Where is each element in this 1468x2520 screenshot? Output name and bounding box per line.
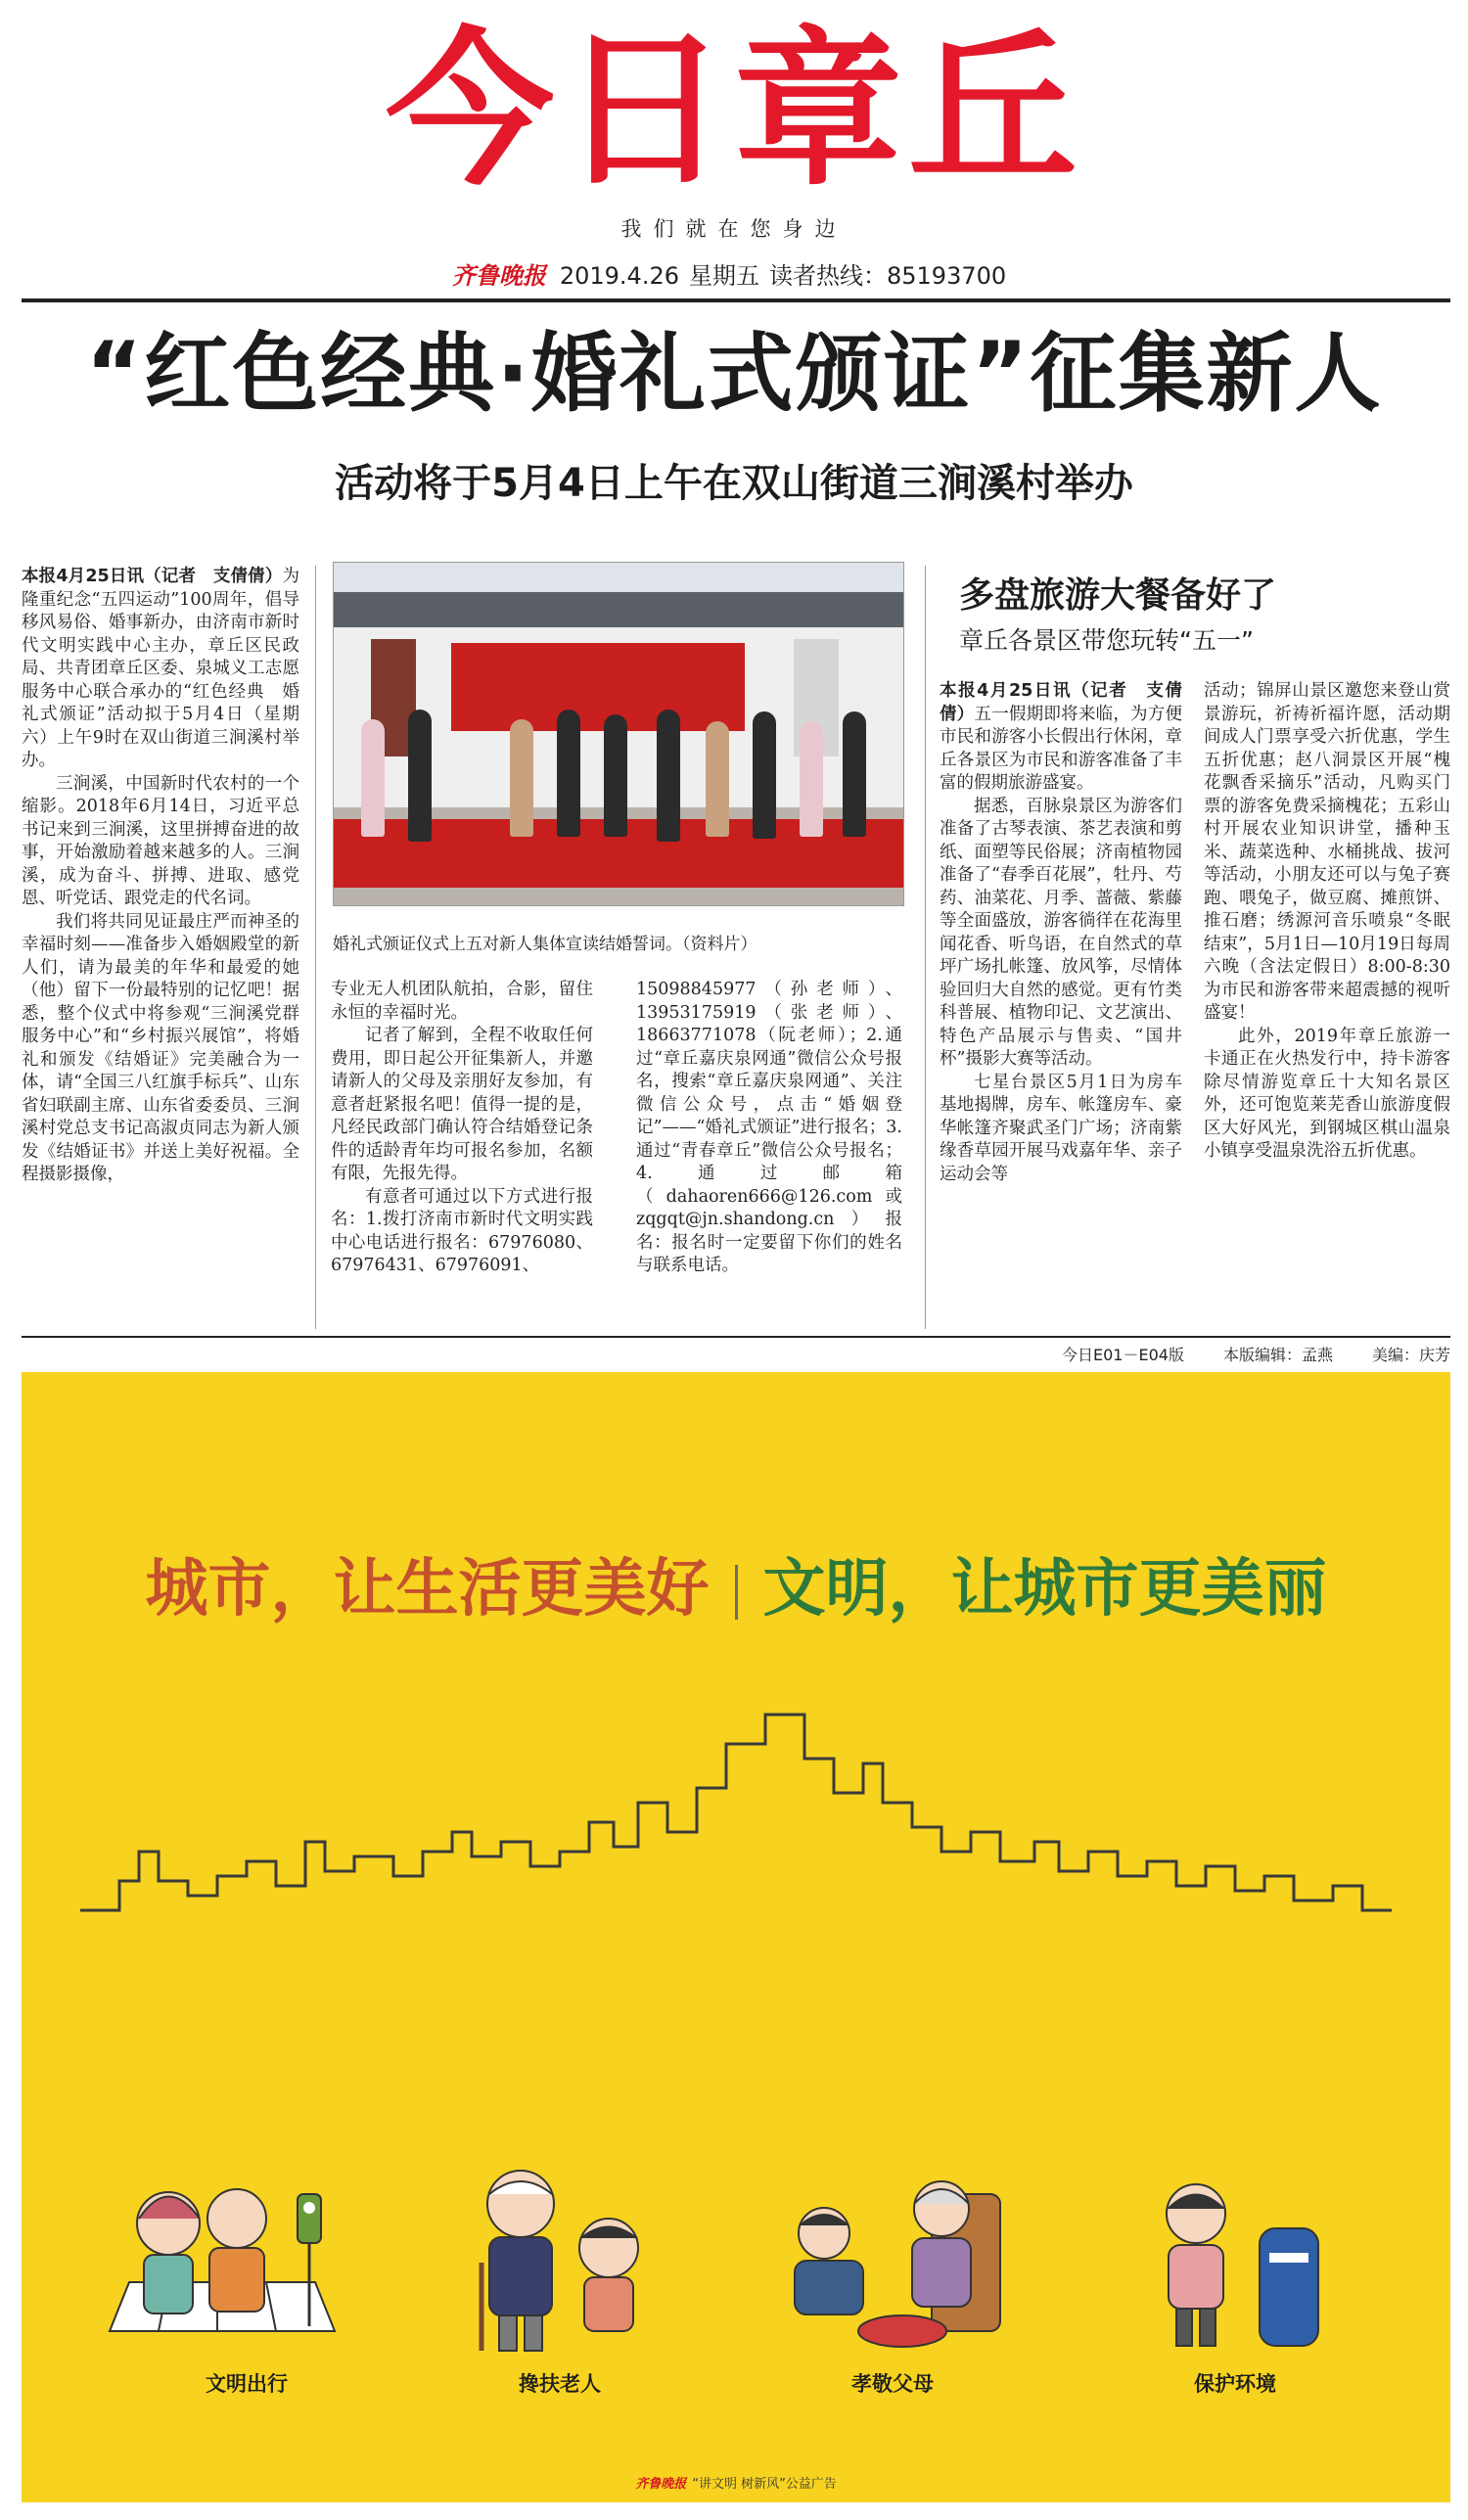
newspaper-brand: 齐鲁晚报 <box>451 261 546 290</box>
issue-date: 2019.4.26 <box>559 262 679 290</box>
helping-elderly-illustration <box>442 2155 677 2360</box>
side-article-title: 多盘旅游大餐备好了 <box>959 575 1277 616</box>
main-article-text-7: 15098845977（孙老师）、13953175919（张老师）、18663771078（阮老师）；2.通过“章丘嘉庆泉网通”微信公众号报名，搜索“章丘嘉庆泉网通”、关注微信公众号，点击“婚姻登记”——“婚礼式颁证”进行报名；3.通过“青春章丘”微信公众号报名；4.通过邮箱（dahaoren666@126.com或zqgqt@jn.shandong.cn）报名：报名时一定要留下你们的姓名与联系电话。 <box>636 980 902 1275</box>
main-article-text-2: 三涧溪，中国新时代农村的一个缩影。2018年6月14日，习近平总书记来到三涧溪，这里拼搏奋进的故事，开始激励着越来越多的人。三涧溪，成为奋斗、拼搏、进取、感党恩、听党话、跟党走的代名词。 <box>22 773 299 908</box>
main-article-byline: 本报4月25日讯（记者 支倩倩） <box>22 567 283 586</box>
side-article-column-1 <box>940 680 1182 1331</box>
scene-label-helping-elderly: 搀扶老人 <box>519 2372 601 2396</box>
ad-slogan <box>22 1538 1450 1628</box>
main-article-column-2 <box>331 979 593 1331</box>
masthead-rule <box>22 298 1450 302</box>
scene-label-civilized-travel: 文明出行 <box>206 2372 288 2396</box>
reader-hotline: 读者热线：85193700 <box>769 262 1007 290</box>
ad-footer-brand: 齐鲁晚报 <box>635 2477 687 2492</box>
main-article-text-3: 我们将共同见证最庄严而神圣的幸福时刻——准备步入婚姻殿堂的新人们，请为最美的年华和最爱的她（他）留下一份最特别的记忆吧！据悉，整个仪式中将参观“三涧溪党群服务中心”和“乡村振兴展馆”，将婚礼和颁发《结婚证》完美融合为一体，请“全国三八红旗手标兵”、山东省妇联副主席、山东省委委员、三涧溪村党总支书记高淑贞同志为新人颁发《结婚证书》并送上美好祝福。全程摄影摄像， <box>22 911 299 1184</box>
masthead-slogan: 我们就在您身边 <box>620 217 848 241</box>
masthead-title: 今日章丘 <box>386 12 1082 208</box>
scene-label-environmental-protection: 保护环境 <box>1194 2372 1276 2396</box>
ad-slogan-divider <box>735 1565 738 1620</box>
side-article-byline: 本报4月25日讯（记者 支倩倩） <box>940 681 1182 724</box>
main-article-column-1 <box>22 566 299 1334</box>
column-divider <box>315 566 316 1329</box>
page-designer: 美编：庆芳 <box>1371 1346 1450 1364</box>
side-article-text-4: 活动；锦屏山景区邀您来登山赏景游玩，祈祷祈福许愿，活动期间成人门票享受六折优惠，学生五折优惠；赵八洞景区开展“槐花飘香采摘乐”活动，凡购买门票的游客免费采摘槐花；五彩山村开展农业知识讲堂，播种玉米、蔬菜选种、水桶挑战、拔河等活动，小朋友还可以与兔子赛跑、喂兔子，做豆腐、摊煎饼、推石磨；绣源河音乐喷泉“冬眠结束”，5月1日—10月19日每周六晚（含法定假日）8:00-8:30为市民和游客带来超震撼的视听盛宴！ <box>1204 681 1450 1023</box>
photo-caption: 婚礼式颁证仪式上五对新人集体宣读结婚誓词。（资料片） <box>333 935 757 954</box>
scene-label-filial-piety: 孝敬父母 <box>851 2372 934 2396</box>
city-skyline-illustration <box>80 1685 1392 1959</box>
page-range: 今日E01－E04版 <box>1062 1346 1184 1364</box>
page-credits <box>22 1343 1450 1365</box>
ad-footer-text: “讲文明 树新风”公益广告 <box>692 2477 837 2492</box>
news-photo <box>333 562 904 906</box>
public-service-ad <box>22 1372 1450 2502</box>
masthead <box>0 0 1468 298</box>
page-subhead: 活动将于5月4日上午在双山街道三涧溪村举办 <box>335 461 1133 506</box>
side-article-text-3: 七星台景区5月1日为房车基地揭牌，房车、帐篷房车、豪华帐篷齐聚武圣门广场；济南紫缘香草园开展马戏嘉年华、亲子运动会等 <box>940 1072 1182 1184</box>
main-article-text-4: 专业无人机团队航拍，合影，留住永恒的幸福时光。 <box>331 980 593 1023</box>
side-article-subtitle: 章丘各景区带您玩转“五一” <box>959 626 1254 655</box>
main-article-text-5: 记者了解到，全程不收取任何费用，即日起公开征集新人，并邀请新人的父母及亲朋好友参加，有意者赶紧报名吧！值得一提的是，凡经民政部门确认符合结婚登记条件的适龄青年均可报名参加，名额有限，先报先得。 <box>331 1026 593 1183</box>
environmental-protection-illustration <box>1127 2155 1343 2360</box>
filial-piety-illustration <box>765 2155 1020 2360</box>
civilized-travel-illustration <box>90 2165 384 2360</box>
main-article-text-1: 为隆重纪念“五四运动”100周年，倡导移风易俗、婚事新办，由济南市新时代文明实践中心主办，章丘区民政局、共青团章丘区委、泉城义工志愿服务中心联合承办的“红色经典 婚礼式颁证”活动拟于5月4日（星期六）上午9时在双山街道三涧溪村举办。 <box>22 567 299 770</box>
side-article-text-1: 五一假期即将来临，为方便市民和游客小长假出行休闲，章丘各景区为市民和游客准备了丰富的假期旅游盛宴。 <box>940 704 1182 793</box>
side-article-text-2: 据悉，百脉泉景区为游客们准备了古琴表演、茶艺表演和剪纸、面塑等民俗展；济南植物园准备了“春季百花展”，牡丹、芍药、油菜花、月季、蔷薇、紫藤等全面盛放，游客徜徉在花海里闻花香、听鸟语，在自然式的草坪广场扎帐篷、放风筝，尽情体验回归大自然的感觉。更有竹类科普展、植物印记、文艺演出、特色产品展示与售卖、“国井杯”摄影大赛等活动。 <box>940 796 1182 1069</box>
page-headline: “红色经典·婚礼式颁证”征集新人 <box>85 323 1383 424</box>
masthead-info-line <box>0 256 1468 291</box>
issue-weekday: 星期五 <box>689 262 759 290</box>
photo-red-banner <box>451 643 745 731</box>
main-article-text-6: 有意者可通过以下方式进行报名：1.拨打济南市新时代文明实践中心电话进行报名：67976080、67976431、67976091、 <box>331 1186 593 1275</box>
side-article-column-2 <box>1204 680 1450 1331</box>
main-article-column-3 <box>636 979 902 1331</box>
page-editor: 本版编辑：孟燕 <box>1222 1346 1333 1364</box>
ad-footer <box>22 2473 1450 2492</box>
side-article-text-5: 此外，2019年章丘旅游一卡通正在火热发行中，持卡游客除尽情游览章丘十大知名景区外，还可饱览莱芜香山旅游度假区大好风光，到钢城区棋山温泉小镇享受温泉洗浴五折优惠。 <box>1204 1026 1450 1161</box>
column-divider <box>925 566 926 1329</box>
page-footer-rule <box>22 1336 1450 1338</box>
ad-slogan-right: 文明，让城市更美丽 <box>762 1553 1327 1626</box>
ad-slogan-left: 城市，让生活更美好 <box>145 1553 710 1626</box>
